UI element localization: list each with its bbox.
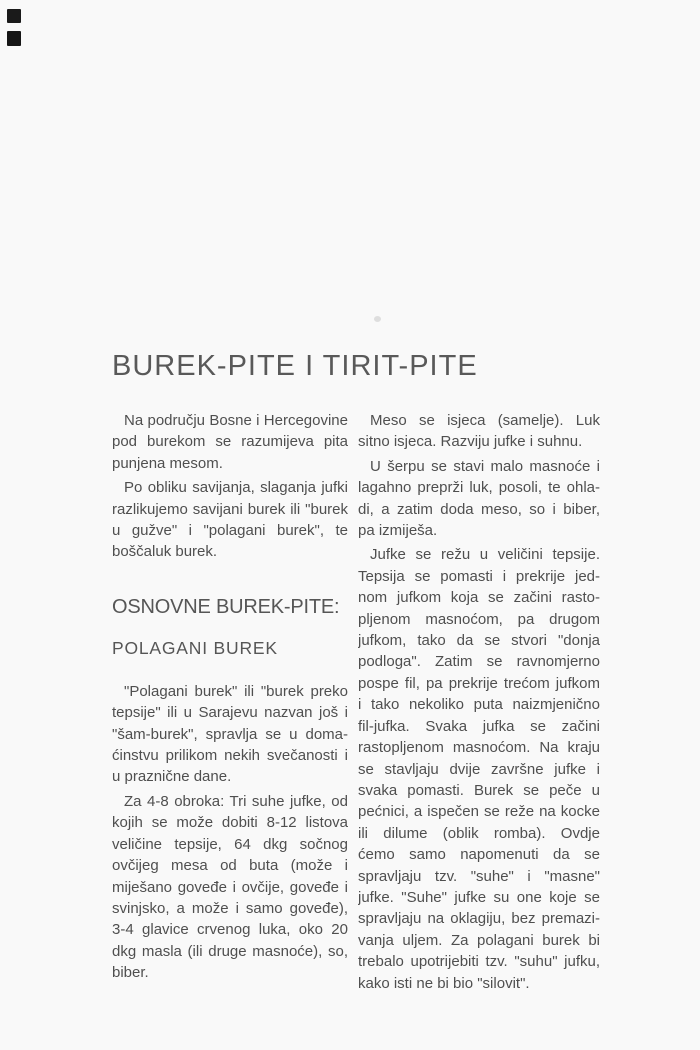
text-line: pospe fil, pa prekrije trećom jufkom (358, 674, 600, 692)
text-line: podloga". Zatim se ravnomjerno (358, 653, 600, 671)
text-line: lagahno preprži luk, posoli, te ohla- (358, 479, 600, 497)
page-title: BUREK-PITE I TIRIT-PITE (112, 350, 478, 382)
text-line: miješano goveđe i ovčije, goveđe i (112, 878, 348, 896)
text-line: u gužve" i "polagani burek", te (112, 522, 348, 540)
text-line: 3-4 glavice crvenog luka, oko 20 (112, 921, 348, 939)
text-line: pećnici, a ispečen se reže na kocke (358, 803, 600, 821)
text-line: spravljaju na oklagiju, bez premazi- (358, 910, 600, 928)
scan-speckle (374, 316, 381, 322)
text-line: dkg masla (ili druge masnoće), so, (112, 942, 348, 960)
text-line: tepsije" ili u Sarajevu nazvan još i (112, 704, 348, 722)
text-line: sitno isjeca. Razviju jufke i suhnu. (358, 433, 583, 451)
text-line: fil-jufka. Svaka jufka se začini (358, 717, 600, 735)
text-line: u praznične dane. (112, 768, 232, 786)
text-line: ili dilume (oblik romba). Ovdje (358, 824, 600, 842)
text-line: kako isti ne bi bio "silovit". (358, 974, 530, 992)
text-line: "Polagani burek" ili "burek preko (124, 682, 348, 700)
text-line: se stavljaju dvije završne jufke i (358, 760, 600, 778)
text-line: ćinstvu prilikom nekih svečanosti i (112, 747, 348, 765)
paragraph (358, 456, 600, 542)
text-line: veličine tepsije, 64 dkg sočnog (112, 835, 348, 853)
text-line: Meso se isjeca (samelje). Luk (370, 412, 600, 429)
right-column (358, 410, 600, 994)
text-line: Jufke se režu u veličini tepsije. (370, 546, 600, 564)
text-line: pod burekom se razumijeva pita (112, 433, 348, 451)
text-line: punjena mesom. (112, 454, 223, 472)
text-line: razlikujemo savijani burek ili "burek (112, 500, 348, 518)
text-line: vanja uljem. Za polagani burek bi (358, 931, 600, 949)
text-line: pa izmiješa. (358, 522, 438, 540)
text-line: nom jufkom koja se začini rasto- (358, 589, 600, 607)
text-line: boščaluk burek. (112, 543, 218, 561)
text-line: ovčijeg mesa od buta (može i (112, 857, 348, 875)
paragraph (358, 410, 600, 453)
text-line: i tako nekoliko puta naizmjenično (358, 696, 600, 714)
section-heading: OSNOVNE BUREK-PITE: (112, 595, 340, 618)
text-line: Po obliku savijanja, slaganja jufki (124, 479, 348, 497)
text-line: biber. (112, 964, 149, 982)
scan-registration-mark (7, 9, 21, 23)
text-line: jufke. "Suhe" jufke su one koje se (358, 888, 600, 906)
paragraph (112, 410, 348, 474)
paragraph (358, 544, 600, 994)
text-line: "šam-burek", spravlja se u doma- (112, 725, 348, 743)
text-line: jufkom, tako da se stvori "donja (358, 632, 600, 650)
text-line: svinjsko, a može i samo goveđe), (112, 899, 348, 917)
text-line: ćemo samo napomenuti da se (358, 846, 600, 864)
text-line: di, a zatim doda meso, so i biber, (358, 500, 600, 518)
subsection-heading: POLAGANI BUREK (112, 637, 278, 658)
text-line: kojih se može dobiti 8-12 listova (112, 814, 348, 832)
text-line: spravljaju tzv. "suhe" i "masne" (358, 867, 600, 885)
text-line: U šerpu se stavi malo masnoće i (370, 457, 600, 475)
text-line: svaka pomasti. Burek se peče u (358, 781, 600, 799)
text-line: Na području Bosne i Hercegovine (124, 412, 348, 429)
paragraph (112, 477, 348, 563)
text-line: rastopljenom masnoćom. Na kraju (358, 739, 600, 757)
paragraph (112, 791, 348, 984)
text-line: Tepsija se pomasti i prekrije jed- (358, 567, 600, 585)
left-column (112, 410, 348, 984)
text-line: Za 4-8 obroka: Tri suhe jufke, od (124, 792, 348, 810)
scan-registration-mark (7, 31, 21, 46)
text-line: pljenom masnoćom, pa drugom (358, 610, 600, 628)
paragraph (112, 681, 348, 788)
text-line: trebalo upotrijebiti tzv. "suhu" jufku, (358, 953, 600, 971)
